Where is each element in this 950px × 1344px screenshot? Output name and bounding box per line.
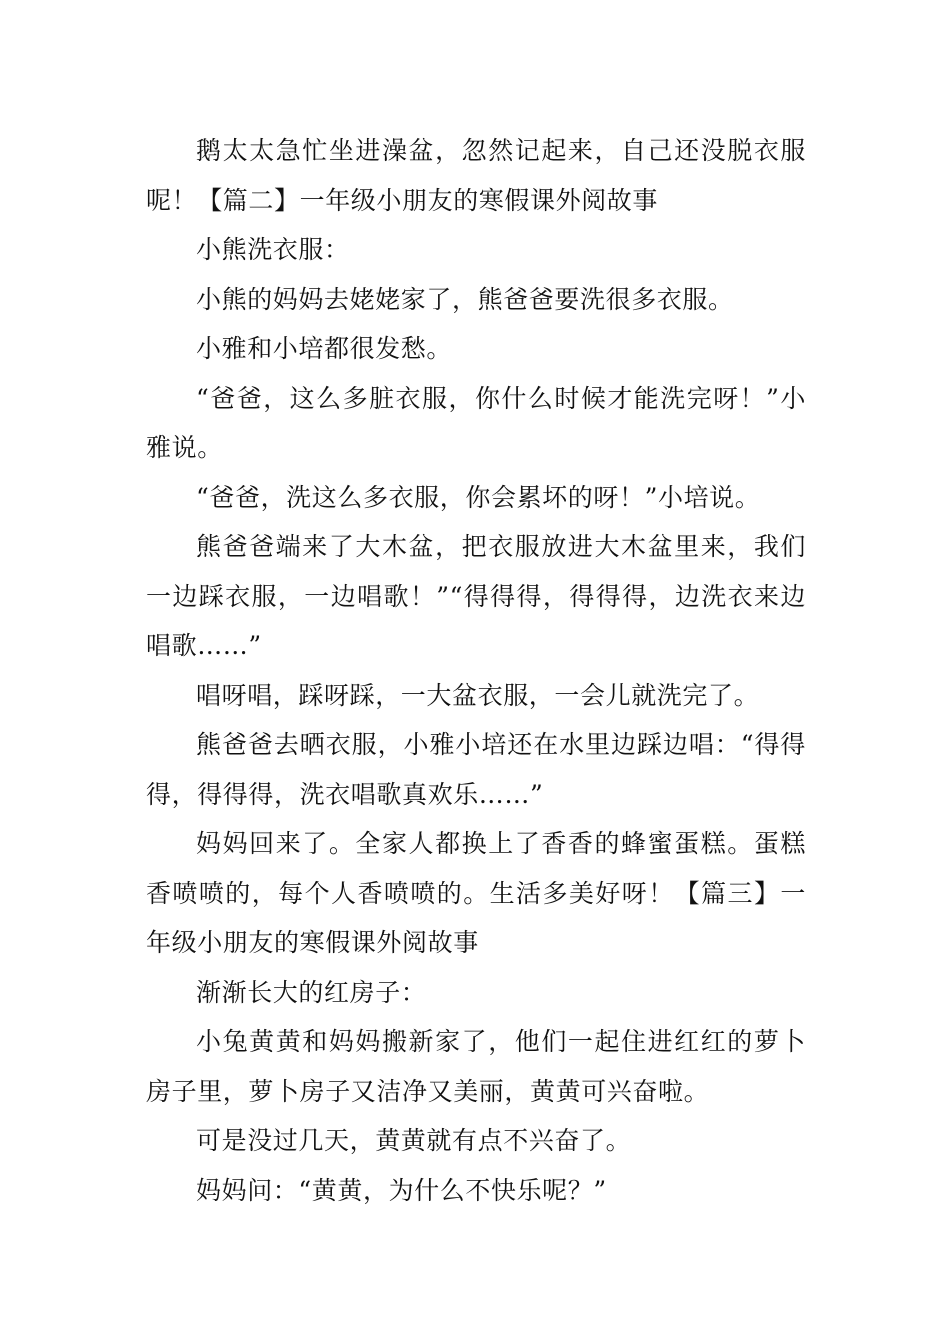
paragraph-3: 小熊的妈妈去姥姥家了，熊爸爸要洗很多衣服。 [196,284,734,314]
paragraph-10: 妈妈回来了。全家人都换上了香香的蜂蜜蛋糕。蛋糕香喷喷的，每个人香喷喷的。生活多美好呀！【篇三】一年级小朋友的寒假课外阅故事 [146,829,806,957]
paragraph-8: 唱呀唱，踩呀踩，一大盆衣服，一会儿就洗完了。 [196,680,760,710]
paragraph-5: “爸爸，这么多脏衣服，你什么时候才能洗完呀！”小雅说。 [146,383,806,462]
paragraph-9: 熊爸爸去晒衣服，小雅小培还在水里边踩边唱：“得得得，得得得，洗衣唱歌真欢乐……” [146,730,806,809]
paragraph-1: 鹅太太急忙坐进澡盆，忽然记起来，自己还没脱衣服呢！【篇二】一年级小朋友的寒假课外阅故事 [146,136,806,215]
document-body [146,126,806,1215]
paragraph-11: 渐渐长大的红房子： [196,977,427,1007]
paragraph-2: 小熊洗衣服： [196,235,350,264]
paragraph-12: 小兔黄黄和妈妈搬新家了，他们一起住进红红的萝卜房子里，萝卜房子又洁净又美丽，黄黄可兴奋啦。 [146,1027,806,1106]
paragraph-4: 小雅和小培都很发愁。 [196,334,453,363]
paragraph-7: 熊爸爸端来了大木盆，把衣服放进大木盆里来，我们一边踩衣服，一边唱歌！”“得得得，得得得，边洗衣来边唱歌……” [146,532,806,660]
paragraph-13: 可是没过几天，黄黄就有点不兴奋了。 [196,1126,632,1155]
paragraph-6: “爸爸，洗这么多衣服，你会累坏的呀！”小培说。 [196,482,761,512]
paragraph-14: 妈妈问：“黄黄，为什么不快乐呢？” [196,1175,607,1205]
